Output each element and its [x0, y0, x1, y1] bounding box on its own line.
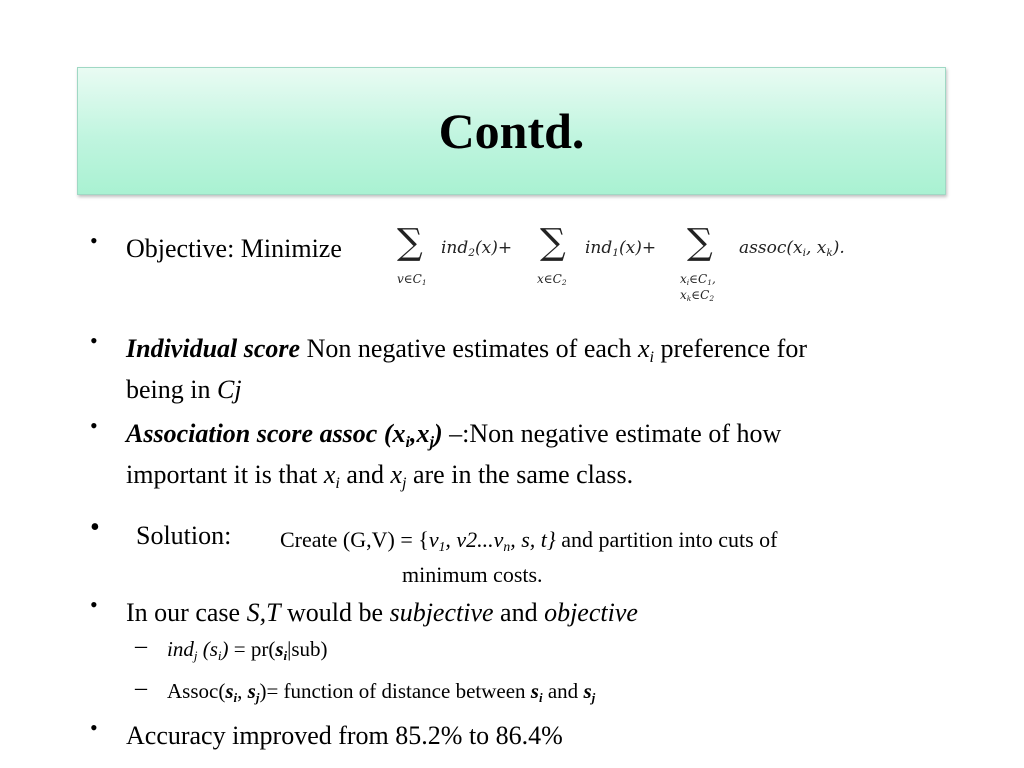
term-2: ind$_1$(x)+ [585, 238, 657, 260]
title-box [77, 67, 946, 195]
sub-line-2: $Assoc(s_i$, $s_j)=$ function of distance between $s_i$ and $s_j$ [167, 679, 596, 705]
bullet-case: • [90, 592, 98, 617]
sub-line-1: ind$_j$ $(s_i) = pr(s_i|sub)$ [167, 637, 328, 663]
sum-limit-1: $v\in C_1$ [397, 272, 427, 288]
bullet-solution: • [90, 512, 100, 543]
bullet-accuracy: • [90, 715, 98, 740]
dash-sub-2: – [135, 675, 147, 701]
slide-title: Contd. [438, 103, 585, 159]
accuracy-line: Accuracy improved from 85.2% to 86.4% [126, 721, 563, 750]
solution-text: Create $(G,V) = \{v_1$, $v2...v_n$, s, t} and partition into cuts of [280, 527, 778, 555]
bullet-individual: • [90, 328, 98, 353]
individual-line-2: being in Cj [126, 375, 242, 404]
sum-symbol-2: ∑ [540, 222, 566, 263]
sum-symbol-3: ∑ [687, 222, 713, 263]
sum-limit-3a: $x_i\in C_1$, [680, 272, 716, 288]
sum-limit-3b: $x_k\in C_2$ [680, 288, 715, 304]
individual-line-1: Individual score Non negative estimates of each $x_i$ preference for [126, 334, 807, 366]
sum-limit-2: $x\in C_2$ [537, 272, 567, 288]
sum-symbol-1: ∑ [397, 222, 423, 263]
term-1: ind$_2$(x)+ [441, 238, 513, 260]
case-line: In our case S,T would be subjective and objective [126, 598, 638, 627]
association-line-2: important it is that $x_i$ and $x_j$ are in the same class. [126, 460, 634, 492]
solution-line-2: minimum costs. [402, 562, 543, 587]
dash-sub-1: – [135, 633, 147, 659]
solution-label: Solution: [136, 521, 232, 550]
bullet-association: • [90, 413, 98, 438]
term-3: $assoc(x_i$, $x_k$). [739, 238, 845, 260]
objective-label: Objective: Minimize [126, 234, 342, 263]
association-line-1: Association score assoc $(x_i,x_j)$ –:Non negative estimate of how [126, 419, 782, 451]
bullet-objective: • [90, 228, 98, 253]
